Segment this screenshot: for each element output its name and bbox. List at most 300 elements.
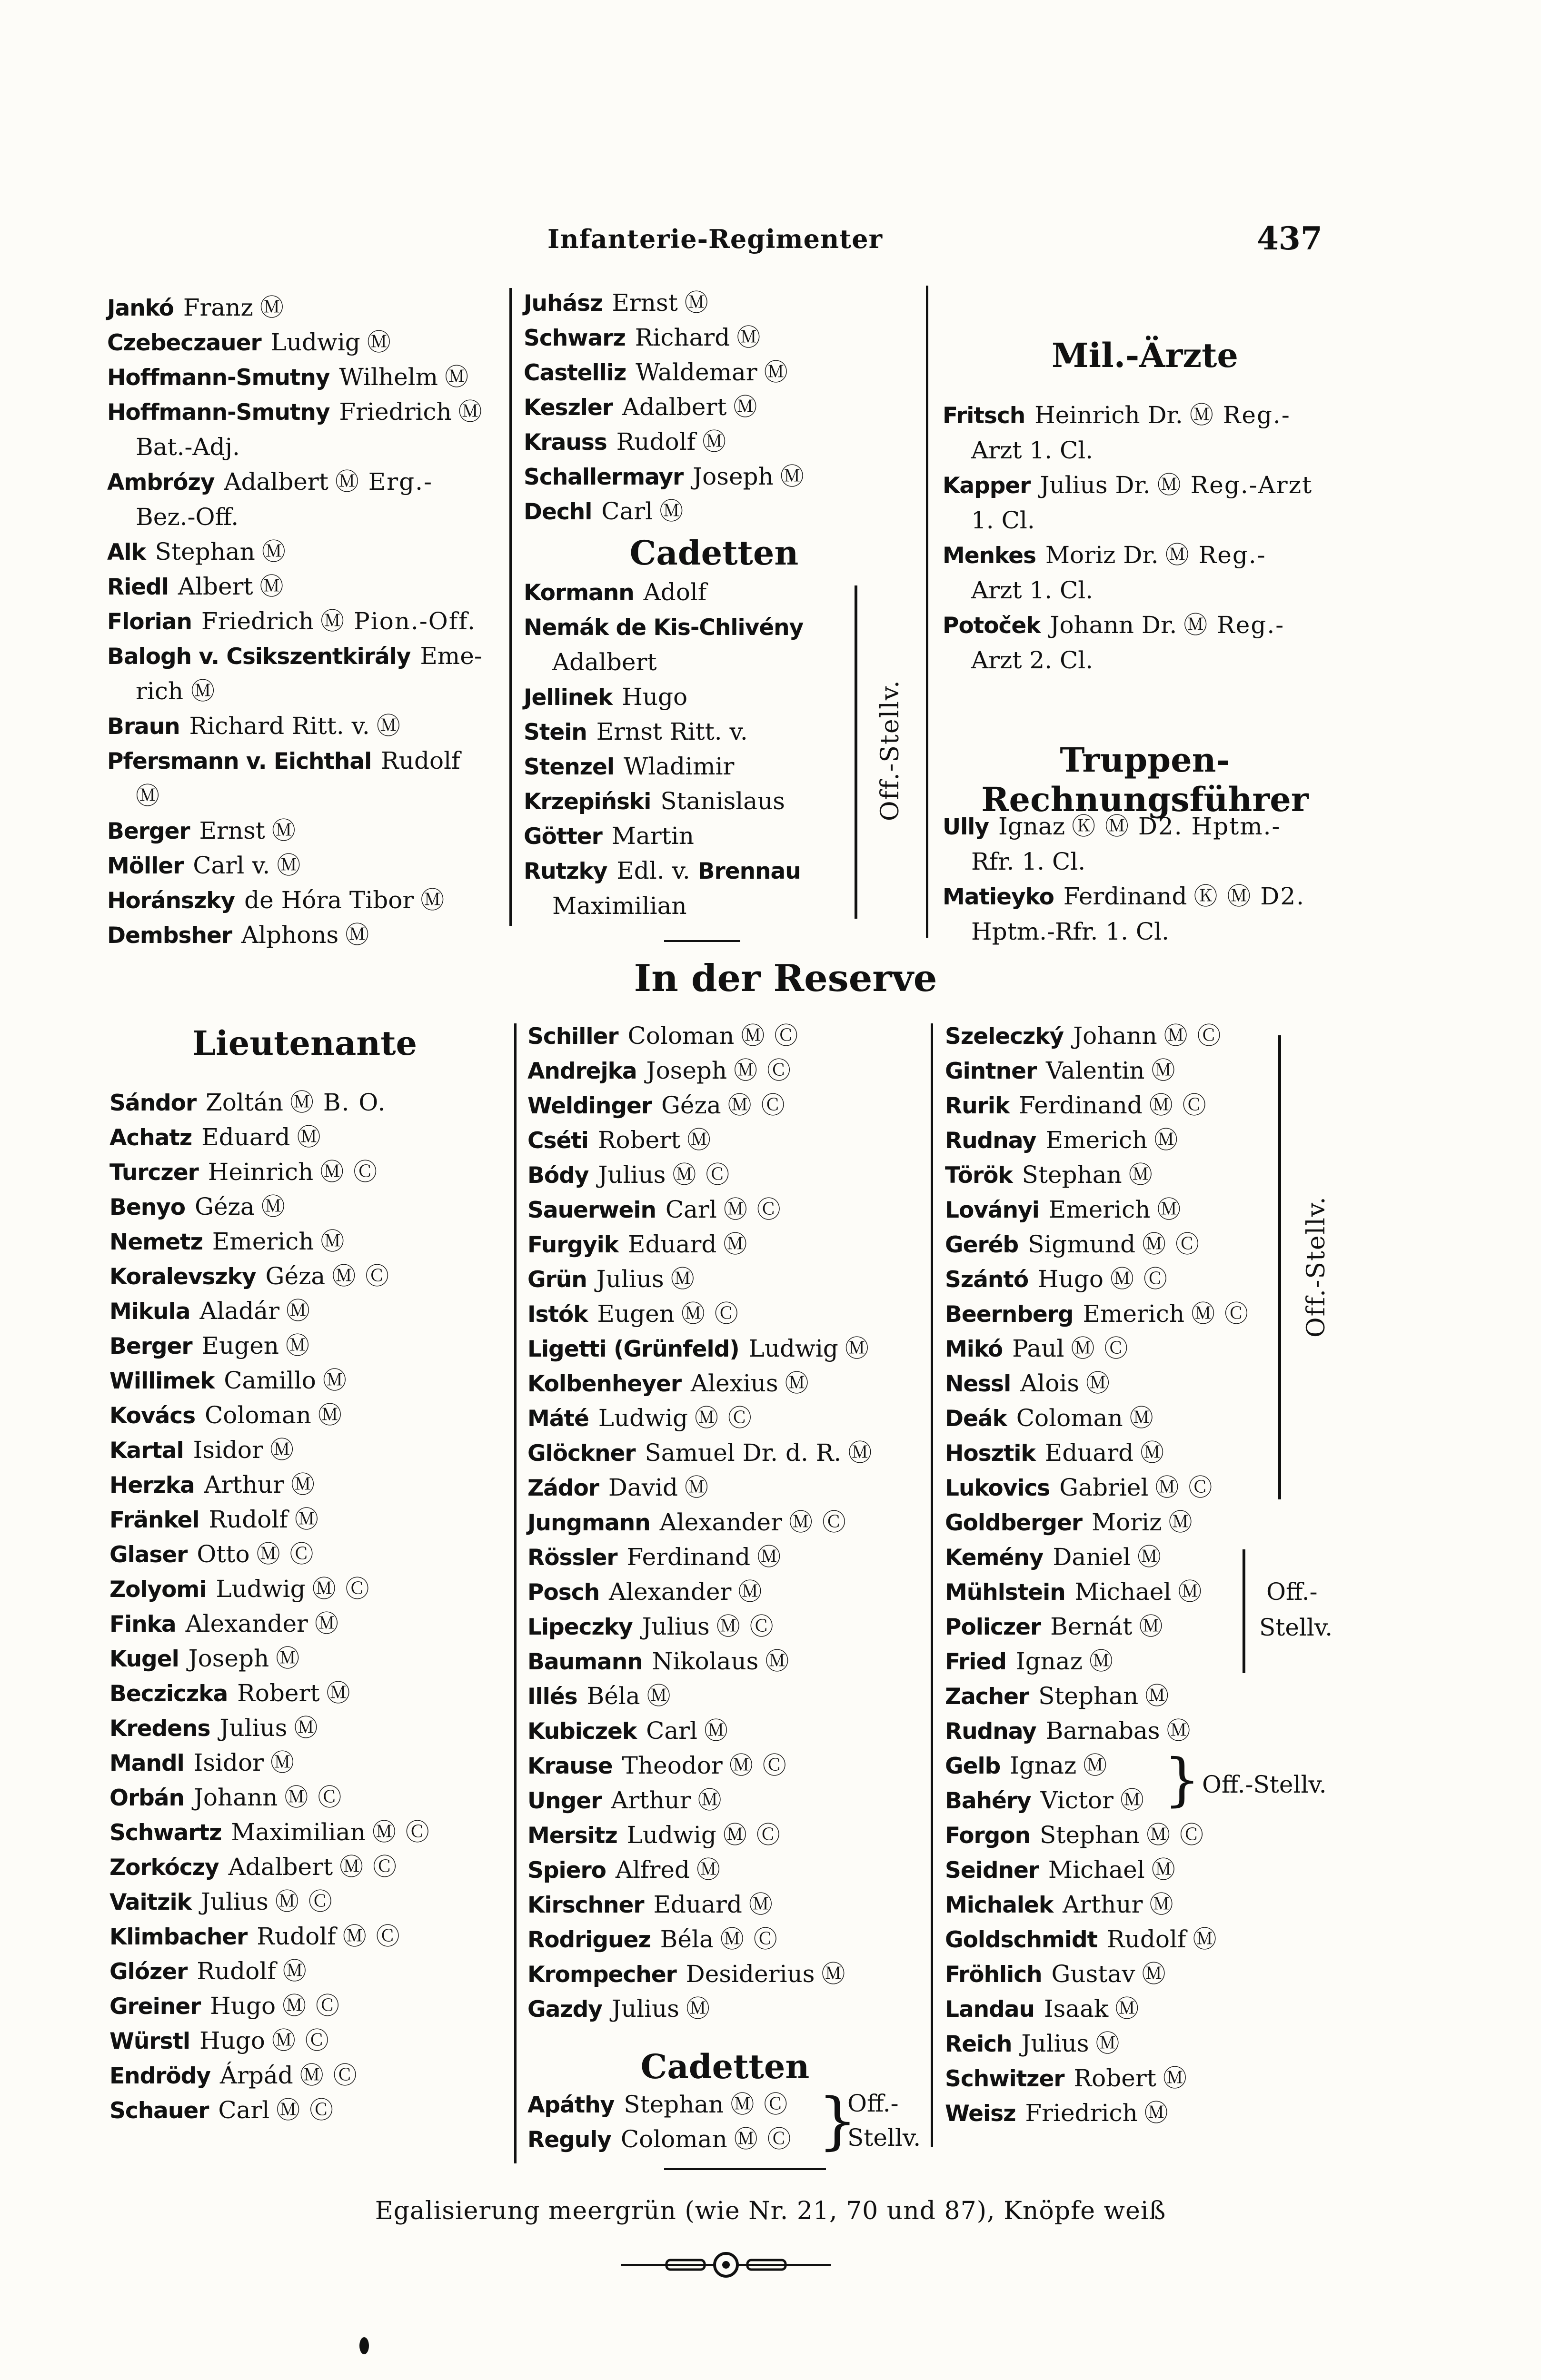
- column-mil-aerzte: [943, 398, 1342, 678]
- entry-surname: Sándor: [109, 1090, 197, 1116]
- entry-given-name: Alexander: [185, 1610, 308, 1637]
- entry-decorations: Ⓜ Ⓒ: [284, 1784, 343, 1811]
- entry-surname: Kubiczek: [527, 1718, 637, 1745]
- entry-decorations: Ⓜ: [733, 393, 758, 421]
- divider-line: [509, 288, 512, 926]
- entry-surname: Beernberg: [945, 1301, 1074, 1328]
- entry-surname: Kugel: [109, 1646, 179, 1672]
- reserve-heading: In der Reserve: [634, 957, 937, 1000]
- entry-surname: Keszler: [524, 395, 613, 421]
- entry-surname: Ligetti (Grünfeld): [527, 1336, 739, 1362]
- entry-decorations: Ⓜ: [261, 1193, 286, 1220]
- footer-note: Egalisierung meergrün (wie Nr. 21, 70 und 87), Knöpfe weiß: [375, 2197, 1166, 2225]
- column-officers-2: [524, 286, 905, 529]
- entry-decorations: Ⓜ: [1166, 1717, 1192, 1745]
- entry-given-name: Carl v.: [193, 852, 270, 879]
- entry-decorations: Ⓜ: [318, 1401, 343, 1429]
- list-item: [107, 395, 502, 465]
- right-brace-1: [1273, 1035, 1281, 1499]
- list-item: [943, 468, 1342, 538]
- entry-continuation: Bez.-Off.: [136, 503, 239, 531]
- entry-surname: Benyo: [109, 1194, 186, 1220]
- entry-decorations: Ⓜ Ⓒ: [1146, 1821, 1205, 1849]
- list-item: [109, 1884, 505, 1919]
- ink-mark: [359, 2337, 369, 2354]
- entry-surname: Becziczka: [109, 1681, 228, 1707]
- entry-given-name: Carl: [218, 2096, 270, 2124]
- entry-decorations: Ⓜ: [686, 1995, 711, 2023]
- list-item: [109, 1120, 505, 1155]
- entry-surname: Szeleczký: [945, 1023, 1064, 1050]
- entry-given-name: Samuel Dr. d. R.: [645, 1439, 842, 1467]
- entry-surname: Schwitzer: [945, 2066, 1064, 2092]
- list-item: [524, 749, 857, 784]
- entry-surname: Bahéry: [945, 1788, 1031, 1814]
- list-item: [109, 1641, 505, 1676]
- entry-given-name: Johann: [193, 1784, 278, 1811]
- list-item: [109, 1572, 505, 1606]
- entry-surname: Potoček: [943, 613, 1041, 639]
- entry-given-name: Gustav: [1051, 1960, 1135, 1988]
- entry-surname: Willimek: [109, 1368, 215, 1394]
- entry-surname: Bódy: [527, 1162, 589, 1189]
- list-item: [945, 1401, 1292, 1436]
- entry-decorations: Ⓜ: [445, 363, 470, 391]
- cadetten-heading: Cadetten: [629, 533, 799, 573]
- list-item: [107, 639, 502, 709]
- entry-given-name: Julius Dr.: [1040, 471, 1151, 499]
- list-item: [945, 1505, 1292, 1540]
- list-item: [945, 1088, 1292, 1123]
- right-brace-2: [1238, 1549, 1245, 1673]
- entry-surname: Dechl: [524, 499, 592, 525]
- entry-given-name: Géza: [195, 1193, 255, 1220]
- entry-given-name: Ludwig: [626, 1821, 716, 1849]
- list-item: [943, 608, 1342, 678]
- entry-surname: Schauer: [109, 2098, 209, 2124]
- entry-surname: Kirschner: [527, 1892, 644, 1918]
- entry-surname: Szántó: [945, 1267, 1029, 1293]
- entry-decorations: Ⓚ Ⓜ D2. Hptm.-: [1072, 813, 1281, 840]
- divider-line: [931, 1023, 933, 2147]
- entry-surname: Rudnay: [945, 1128, 1036, 1154]
- entry-surname: Balogh v. Csikszentkirály: [107, 644, 411, 670]
- entry-given-name: Paul: [1012, 1335, 1064, 1362]
- entry-surname: Braun: [107, 714, 180, 740]
- entry-decorations: Ⓜ: [696, 1856, 721, 1884]
- entry-surname: Kemény: [945, 1545, 1044, 1571]
- right-brace-3: }: [1164, 1747, 1201, 1813]
- entry-surname: Istók: [527, 1301, 588, 1328]
- cadetten-brace: [850, 585, 857, 919]
- running-head: Infanterie-Regimenter: [547, 224, 883, 254]
- entry-surname: Krause: [527, 1753, 613, 1779]
- entry-surname: Policzer: [945, 1614, 1041, 1640]
- entry-given-name: Moriz: [1091, 1508, 1162, 1536]
- entry-surname: Lukovics: [945, 1475, 1050, 1501]
- list-item: [527, 1887, 923, 1922]
- entry-given-name: Rudolf: [381, 747, 460, 774]
- entry-decorations: Ⓜ: [376, 712, 401, 740]
- entry-decorations: Ⓜ: [704, 1717, 729, 1745]
- entry-surname: Juhász: [524, 290, 603, 317]
- entry-given-name: Alois: [1020, 1369, 1080, 1397]
- entry-continuation: Hptm.-Rfr. 1. Cl.: [971, 918, 1169, 945]
- entry-decorations: Ⓜ: [285, 1332, 310, 1359]
- entry-surname: Schallermayr: [524, 464, 684, 490]
- list-item: [945, 2096, 1292, 2131]
- entry-decorations: Ⓜ: [269, 1436, 295, 1464]
- list-item: [945, 1992, 1292, 2026]
- entry-decorations: Ⓜ: [1163, 2064, 1188, 2092]
- entry-decorations: Ⓜ: [367, 328, 392, 356]
- entry-decorations: Ⓜ Ⓒ: [276, 2096, 335, 2124]
- entry-surname: Mandl: [109, 1750, 184, 1776]
- entry-surname: Deák: [945, 1406, 1007, 1432]
- entry-decorations: Ⓜ Ⓒ: [681, 1300, 739, 1328]
- entry-decorations: Ⓜ: [1140, 1439, 1165, 1467]
- entry-continuation: Rfr. 1. Cl.: [971, 848, 1086, 875]
- list-item: [527, 1922, 923, 1957]
- entry-given-name: de Hóra Tibor: [244, 886, 414, 914]
- ornament-divider: [621, 2251, 831, 2279]
- entry-decorations: Ⓜ Ⓒ: [275, 1888, 333, 1915]
- entry-given-name: Coloman: [620, 2125, 727, 2153]
- entry-decorations: Ⓜ Ⓒ: [720, 1925, 778, 1953]
- entry-surname: Weisz: [945, 2101, 1016, 2127]
- entry-surname: Jellinek: [524, 684, 613, 711]
- entry-continuation: rich Ⓜ: [136, 677, 215, 705]
- list-item: [527, 1123, 923, 1158]
- entry-decorations: Ⓜ: [420, 886, 446, 914]
- entry-given-name: Julius: [611, 1995, 679, 2023]
- list-item: [527, 1609, 923, 1644]
- entry-surname: Kovács: [109, 1403, 196, 1429]
- entry-given-name: Emerich: [1083, 1300, 1185, 1328]
- entry-decorations: Ⓜ Ⓒ: [372, 1818, 430, 1846]
- column-lieutenante: [109, 1085, 505, 2128]
- entry-surname: Alk: [107, 539, 146, 565]
- entry-decorations: Ⓜ Ⓒ: [282, 1992, 340, 2020]
- list-item: [109, 1294, 505, 1329]
- entry-surname: Apáthy: [527, 2092, 615, 2118]
- entry-surname: Fried: [945, 1649, 1006, 1675]
- entry-decorations: Ⓜ: [1151, 1057, 1176, 1084]
- entry-surname: Fränkel: [109, 1507, 199, 1533]
- entry-surname-suffix: Brennau: [697, 858, 801, 884]
- entry-surname: Vaitzik: [109, 1889, 191, 1915]
- list-item: [527, 1679, 923, 1714]
- list-item: [527, 2087, 832, 2122]
- entry-given-name: Béla: [587, 1682, 640, 1710]
- list-item: [107, 848, 502, 883]
- list-item: [527, 1575, 923, 1609]
- entry-surname: Berger: [107, 818, 190, 844]
- entry-given-name: Alexander: [608, 1578, 732, 1606]
- list-item: [945, 2026, 1292, 2061]
- entry-given-name: Eugen: [597, 1300, 675, 1328]
- entry-surname: Matieyko: [943, 884, 1054, 910]
- entry-given-name: Friedrich: [1025, 2099, 1138, 2127]
- list-item: [945, 1123, 1292, 1158]
- entry-given-name: Stanislaus: [660, 787, 785, 815]
- column-officers-1: [107, 290, 502, 952]
- entry-given-name: Julius: [1021, 2030, 1089, 2057]
- list-item: [945, 1262, 1292, 1297]
- entry-given-name: Emerich: [1045, 1126, 1148, 1154]
- entry-given-name: Arthur: [204, 1471, 285, 1498]
- entry-given-name: Eugen: [201, 1332, 279, 1359]
- entry-decorations: Ⓜ Ⓒ: [342, 1923, 401, 1950]
- list-item: [945, 1019, 1292, 1053]
- list-item: [109, 1815, 505, 1850]
- entry-given-name: Béla: [660, 1925, 714, 1953]
- list-item: [527, 1714, 923, 1748]
- entry-given-name: Ferdinand: [1019, 1091, 1143, 1119]
- entry-decorations: Ⓜ: [297, 1123, 322, 1151]
- column-truppen: [943, 809, 1342, 949]
- entry-surname: Krompecher: [527, 1962, 676, 1988]
- entry-given-name: Hugo: [210, 1992, 276, 2020]
- list-item: [109, 1190, 505, 1224]
- entry-decorations: Ⓜ: [687, 1126, 712, 1154]
- list-item: [107, 465, 502, 535]
- list-item: [109, 1502, 505, 1537]
- entry-given-name: Coloman: [627, 1022, 735, 1050]
- entry-surname: Riedl: [107, 574, 169, 600]
- entry-decorations: Ⓜ Ⓒ: [271, 2027, 330, 2054]
- list-item: [109, 1398, 505, 1433]
- list-item: [945, 1436, 1292, 1470]
- entry-surname: Zádor: [527, 1475, 599, 1501]
- entry-given-name: Hugo: [622, 683, 688, 711]
- list-item: [945, 2061, 1292, 2096]
- entry-decorations: Ⓜ: [670, 1265, 696, 1293]
- mil-aerzte-heading: Mil.-Ärzte: [1052, 336, 1238, 375]
- list-item: [527, 1227, 923, 1262]
- list-item: [943, 538, 1342, 608]
- entry-given-name: Julius: [219, 1714, 288, 1742]
- entry-continuation: Arzt 1. Cl.: [971, 436, 1094, 464]
- entry-continuation: Adalbert: [552, 648, 657, 676]
- entry-given-name: Ernst Ritt. v.: [596, 718, 748, 745]
- entry-decorations: Ⓜ: [697, 1786, 723, 1814]
- entry-surname: Gazdy: [527, 1996, 602, 2023]
- entry-surname: Unger: [527, 1788, 602, 1814]
- entry-decorations: Ⓜ Ⓒ: [672, 1161, 731, 1189]
- list-item: [107, 535, 502, 569]
- list-item: [527, 1540, 923, 1575]
- entry-decorations: Ⓜ: [294, 1506, 319, 1533]
- entry-decorations: Ⓜ: [1095, 2030, 1121, 2057]
- list-item: [109, 1711, 505, 1745]
- entry-given-name: Ernst: [199, 817, 265, 844]
- entry-surname: Posch: [527, 1579, 600, 1606]
- list-item: [527, 1053, 923, 1088]
- entry-surname: Würstl: [109, 2028, 190, 2054]
- entry-given-name: Waldemar: [636, 358, 757, 386]
- entry-decorations: Ⓜ Pion.-Off.: [320, 607, 476, 635]
- entry-surname: Hosztik: [945, 1440, 1035, 1467]
- list-item: [107, 709, 502, 744]
- entry-surname: Jungmann: [527, 1510, 650, 1536]
- entry-decorations: Ⓜ: [277, 852, 302, 879]
- list-item: [527, 1088, 923, 1123]
- entry-decorations: Ⓜ: [757, 1543, 782, 1571]
- entry-decorations: Ⓜ: [1128, 1161, 1153, 1189]
- list-item: [109, 1676, 505, 1711]
- list-item: [524, 610, 857, 680]
- entry-decorations: Ⓜ: [764, 358, 789, 386]
- entry-decorations: Ⓜ: [738, 1578, 763, 1606]
- entry-given-name: Ignaz: [1010, 1752, 1077, 1779]
- list-item: [524, 286, 905, 320]
- entry-surname: Landau: [945, 1996, 1034, 2023]
- reserve-cadetten-brace: }: [818, 2084, 857, 2157]
- entry-decorations: [706, 578, 713, 606]
- entry-given-name: Gabriel: [1059, 1474, 1149, 1501]
- list-item: [945, 1714, 1292, 1748]
- entry-decorations: Ⓜ: [1157, 1196, 1182, 1223]
- entry-surname: Kolbenheyer: [527, 1371, 682, 1397]
- entry-decorations: Ⓜ: [848, 1439, 873, 1467]
- entry-decorations: Ⓜ: [320, 1228, 346, 1255]
- entry-given-name: Zoltán: [206, 1089, 283, 1116]
- entry-surname: Zolyomi: [109, 1577, 207, 1603]
- entry-given-name: Alexius: [690, 1369, 778, 1397]
- list-item: [527, 1436, 923, 1470]
- entry-surname: Ully: [943, 814, 989, 840]
- entry-given-name: Stephan: [624, 2091, 724, 2118]
- entry-decorations: Ⓜ Ⓒ: [1149, 1091, 1207, 1119]
- entry-surname: Seidner: [945, 1857, 1039, 1884]
- entry-decorations: Ⓜ: [1129, 1404, 1154, 1432]
- entry-surname: Endrödy: [109, 2063, 210, 2089]
- entry-surname: Rössler: [527, 1545, 617, 1571]
- entry-given-name: Barnabas: [1045, 1717, 1160, 1745]
- entry-decorations: Ⓜ: [322, 1367, 348, 1394]
- entry-given-name: Michael: [1074, 1578, 1172, 1606]
- entry-surname: Castelliz: [524, 360, 626, 386]
- list-item: [945, 1331, 1292, 1366]
- list-item: [527, 1748, 923, 1783]
- entry-given-name: Ferdinand: [1063, 883, 1187, 910]
- entry-given-name: Carl: [665, 1196, 717, 1223]
- entry-surname: Gintner: [945, 1058, 1037, 1084]
- list-item: [945, 1158, 1292, 1192]
- entry-surname: Illés: [527, 1684, 577, 1710]
- entry-given-name: Aladár: [199, 1297, 279, 1325]
- list-item: [527, 1853, 923, 1887]
- entry-surname: Reich: [945, 2031, 1012, 2057]
- entry-surname: Reguly: [527, 2127, 611, 2153]
- entry-given-name: Isidor: [193, 1749, 264, 1776]
- list-item: [943, 398, 1342, 468]
- entry-given-name: Heinrich: [208, 1158, 314, 1186]
- entry-decorations: Ⓜ Ⓒ: [734, 1057, 792, 1084]
- entry-given-name: Adalbert: [622, 393, 727, 421]
- list-item: [109, 1537, 505, 1572]
- entry-given-name: Victor: [1040, 1786, 1113, 1814]
- entry-decorations: Ⓜ Ⓒ: [723, 1196, 782, 1223]
- list-item: [524, 390, 905, 425]
- entry-surname: Greiner: [109, 1993, 201, 2020]
- entry-surname: Spiero: [527, 1857, 606, 1884]
- entry-given-name: David: [608, 1474, 678, 1501]
- entry-surname: Berger: [109, 1333, 192, 1359]
- divider-line: [926, 286, 928, 938]
- entry-decorations: Ⓜ Reg.-Arzt: [1157, 471, 1313, 499]
- entry-decorations: Ⓜ: [326, 1679, 351, 1707]
- list-item: [524, 425, 905, 459]
- list-item: [107, 290, 502, 325]
- list-item: [109, 2093, 505, 2128]
- entry-decorations: Ⓜ: [684, 289, 709, 317]
- entry-surname: Mikula: [109, 1299, 190, 1325]
- entry-given-name: Géza: [661, 1091, 721, 1119]
- entry-decorations: Ⓜ Ⓒ: [320, 1158, 378, 1186]
- entry-surname: Cséti: [527, 1128, 588, 1154]
- list-item: [527, 1019, 923, 1053]
- entry-continuation: Ⓜ: [136, 782, 159, 810]
- entry-given-name: Emerich: [1048, 1196, 1151, 1223]
- entry-decorations: Ⓜ: [1115, 1995, 1140, 2023]
- list-item: [524, 714, 857, 749]
- entry-decorations: Ⓜ: [1151, 1856, 1176, 1884]
- list-item: [107, 883, 502, 918]
- entry-surname: Zacher: [945, 1684, 1029, 1710]
- entry-given-name: Theodor: [622, 1752, 723, 1779]
- entry-decorations: Ⓜ: [314, 1610, 339, 1637]
- list-item: [524, 819, 857, 853]
- entry-surname: Horánszky: [107, 888, 235, 914]
- list-item: [109, 1363, 505, 1398]
- list-item: [524, 320, 905, 355]
- entry-surname: Rurik: [945, 1093, 1010, 1119]
- reserve-rule: [664, 2168, 826, 2170]
- list-item: [109, 1433, 505, 1468]
- entry-given-name: Ludwig: [748, 1335, 838, 1362]
- entry-continuation: Bat.-Adj.: [136, 433, 240, 461]
- entry-surname: Glöckner: [527, 1440, 636, 1467]
- entry-surname: Dembsher: [107, 922, 232, 949]
- entry-decorations: Ⓜ: [702, 428, 727, 456]
- entry-given-name: Stephan: [155, 538, 255, 565]
- entry-surname: Koralevszky: [109, 1264, 256, 1290]
- entry-decorations: Ⓜ Ⓒ: [1110, 1265, 1168, 1293]
- entry-given-name: Robert: [1074, 2064, 1156, 2092]
- entry-given-name: Sigmund: [1028, 1230, 1136, 1258]
- list-item: [109, 1085, 505, 1120]
- list-item: [527, 1644, 923, 1679]
- entry-given-name: Isaak: [1044, 1995, 1109, 2023]
- entry-surname: Stenzel: [524, 754, 614, 780]
- entry-decorations: Ⓜ Ⓒ: [332, 1262, 390, 1290]
- list-item: [945, 1053, 1292, 1088]
- list-item: [945, 1297, 1292, 1331]
- entry-decorations: Ⓜ Ⓒ: [734, 2125, 792, 2153]
- list-item: [945, 1818, 1292, 1853]
- entry-decorations: Ⓜ: [723, 1230, 748, 1258]
- entry-decorations: [460, 747, 467, 774]
- entry-decorations: Ⓜ: [845, 1335, 870, 1362]
- entry-decorations: Ⓜ: [1149, 1891, 1174, 1918]
- entry-surname: Sauerwein: [527, 1197, 656, 1223]
- entry-surname: Schwarz: [524, 325, 626, 351]
- entry-decorations: Ⓜ Ⓒ: [339, 1853, 398, 1881]
- entry-given-name: Edl. v.: [616, 857, 690, 884]
- list-item: [109, 1745, 505, 1780]
